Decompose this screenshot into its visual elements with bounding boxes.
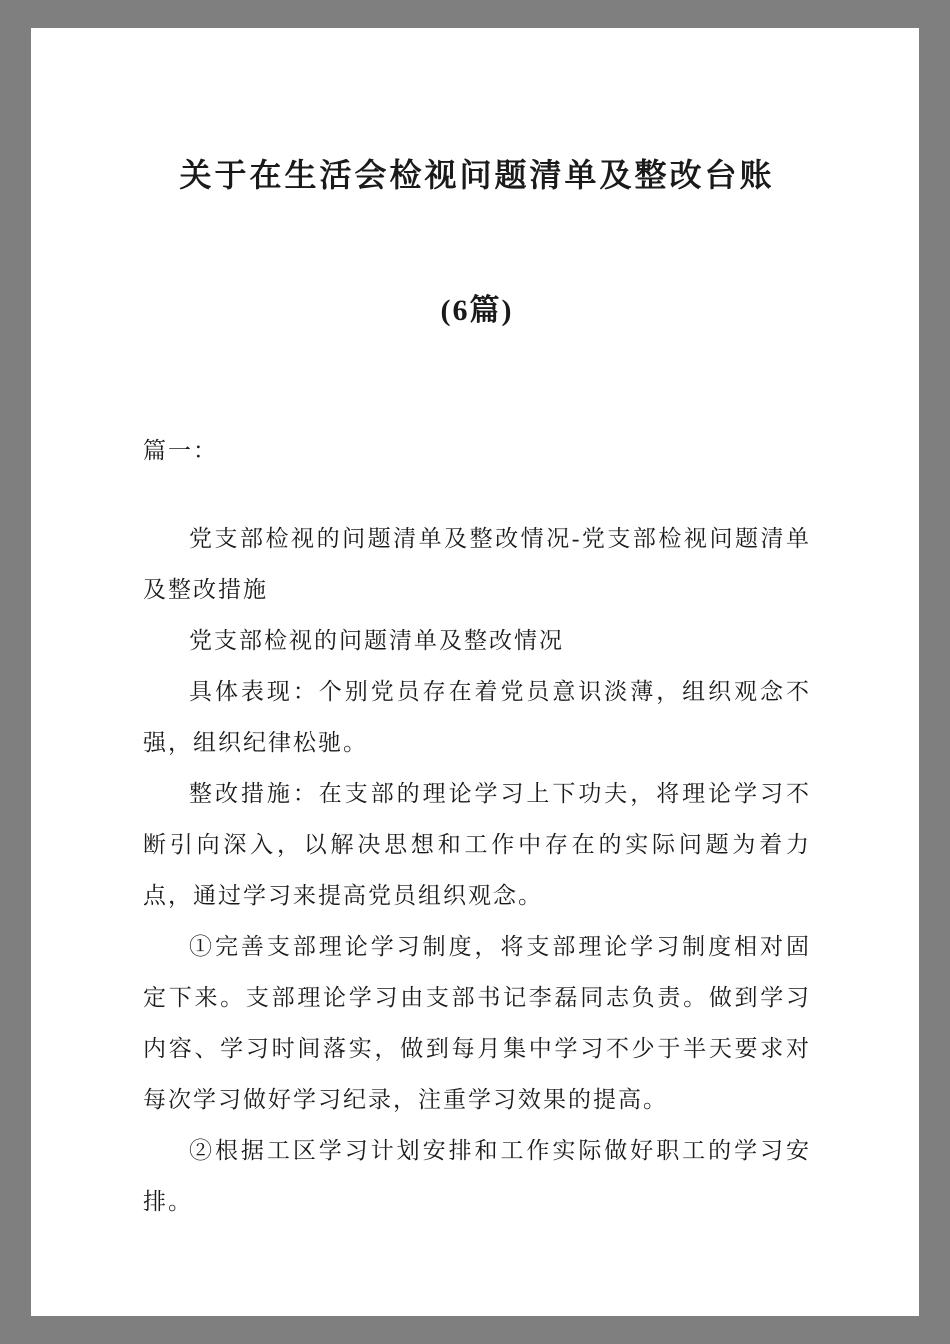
document-subtitle: (6篇)	[440, 294, 514, 327]
paragraph-2: 党支部检视的问题清单及整改情况	[189, 628, 564, 653]
paragraph-6: ②根据工区学习计划安排和工作实际做好职工的学习安排。	[143, 1138, 811, 1214]
section-label: 篇一：	[143, 438, 218, 463]
paragraph-3: 具体表现：个别党员存在着党员意识淡薄，组织观念不强，组织纪律松驰。	[143, 679, 811, 755]
document-title: 关于在生活会检视问题清单及整改台账	[179, 157, 775, 193]
paragraph-1: 党支部检视的问题清单及整改情况-党支部检视问题清单及整改措施	[143, 526, 811, 602]
paragraph-4: 整改措施：在支部的理论学习上下功夫，将理论学习不断引向深入，以解决思想和工作中存在的实际问题为着力点，通过学习来提高党员组织观念。	[143, 781, 811, 908]
paragraph-5: ①完善支部理论学习制度，将支部理论学习制度相对固定下来。支部理论学习由支部书记李磊同志负责。做到学习内容、学习时间落实，做到每月集中学习不少于半天要求对每次学习做好学习纪录，注重学习效果的提高。	[143, 934, 811, 1112]
document-page	[31, 28, 919, 1316]
